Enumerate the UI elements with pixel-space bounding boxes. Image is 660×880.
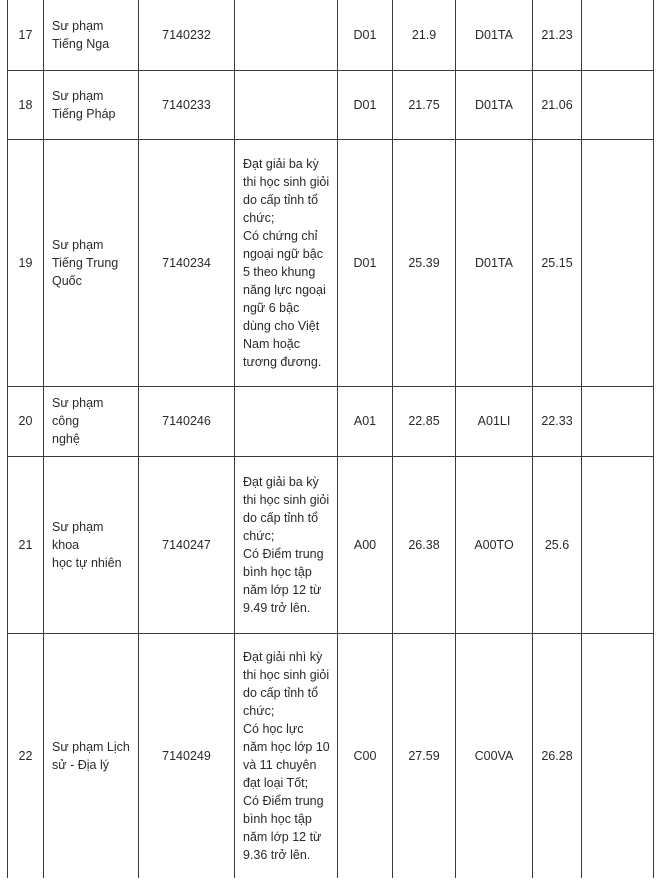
cutoff-score-2: 26.28 (533, 633, 582, 878)
major-name: Sư phạm khoa học tự nhiên (44, 456, 139, 633)
subject-combination: D01 (338, 139, 393, 386)
table-row (8, 70, 654, 139)
table-row (8, 0, 654, 70)
major-code: 7140247 (139, 456, 235, 633)
row-number: 21 (8, 456, 44, 633)
cutoff-score-2: 22.33 (533, 386, 582, 456)
major-code: 7140234 (139, 139, 235, 386)
major-code: 7140232 (139, 0, 235, 70)
cutoff-score-2: 25.6 (533, 456, 582, 633)
table-row (8, 456, 654, 633)
major-name: Sư phạm Tiếng Pháp (44, 70, 139, 139)
major-code: 7140233 (139, 70, 235, 139)
major-name: Sư phạm Lịch sử - Địa lý (44, 633, 139, 878)
extra-cell (582, 456, 654, 633)
subject-combination: D01 (338, 0, 393, 70)
extra-cell (582, 139, 654, 386)
row-number: 20 (8, 386, 44, 456)
criteria-cell: Đạt giải nhì kỳ thi học sinh giỏi do cấp tỉnh tổ chức; Có học lực năm học lớp 10 và 11 chuyên đạt loại Tốt; Có Điểm trung bình học tập năm lớp 12 từ 9.36 trở lên. (235, 633, 338, 878)
subject-combination: D01 (338, 70, 393, 139)
admission-table (7, 0, 654, 878)
row-number: 19 (8, 139, 44, 386)
subject-combination-2: D01TA (456, 70, 533, 139)
subject-combination: C00 (338, 633, 393, 878)
extra-cell (582, 0, 654, 70)
subject-combination: A01 (338, 386, 393, 456)
subject-combination-2: C00VA (456, 633, 533, 878)
criteria-cell: Đạt giải ba kỳ thi học sinh giỏi do cấp tỉnh tổ chức; Có Điểm trung bình học tập năm lớp 12 từ 9.49 trở lên. (235, 456, 338, 633)
cutoff-score: 21.75 (393, 70, 456, 139)
row-number: 22 (8, 633, 44, 878)
subject-combination-2: A01LI (456, 386, 533, 456)
extra-cell (582, 70, 654, 139)
extra-cell (582, 633, 654, 878)
criteria-cell (235, 0, 338, 70)
cutoff-score: 22.85 (393, 386, 456, 456)
subject-combination-2: D01TA (456, 139, 533, 386)
table-row (8, 386, 654, 456)
cutoff-score: 21.9 (393, 0, 456, 70)
major-code: 7140246 (139, 386, 235, 456)
cutoff-score-2: 25.15 (533, 139, 582, 386)
major-name: Sư phạm Tiếng Trung Quốc (44, 139, 139, 386)
criteria-cell: Đạt giải ba kỳ thi học sinh giỏi do cấp tỉnh tổ chức; Có chứng chỉ ngoại ngữ bậc 5 theo khung năng lực ngoại ngữ 6 bậc dùng cho Việt Nam hoặc tương đương. (235, 139, 338, 386)
cutoff-score: 25.39 (393, 139, 456, 386)
major-name: Sư phạm Tiếng Nga (44, 0, 139, 70)
major-name: Sư phạm công nghệ (44, 386, 139, 456)
subject-combination: A00 (338, 456, 393, 633)
row-number: 18 (8, 70, 44, 139)
cutoff-score: 27.59 (393, 633, 456, 878)
subject-combination-2: A00TO (456, 456, 533, 633)
criteria-cell (235, 70, 338, 139)
cutoff-score-2: 21.23 (533, 0, 582, 70)
table-row (8, 633, 654, 878)
table-row (8, 139, 654, 386)
extra-cell (582, 386, 654, 456)
cutoff-score: 26.38 (393, 456, 456, 633)
row-number: 17 (8, 0, 44, 70)
subject-combination-2: D01TA (456, 0, 533, 70)
criteria-cell (235, 386, 338, 456)
cutoff-score-2: 21.06 (533, 70, 582, 139)
major-code: 7140249 (139, 633, 235, 878)
